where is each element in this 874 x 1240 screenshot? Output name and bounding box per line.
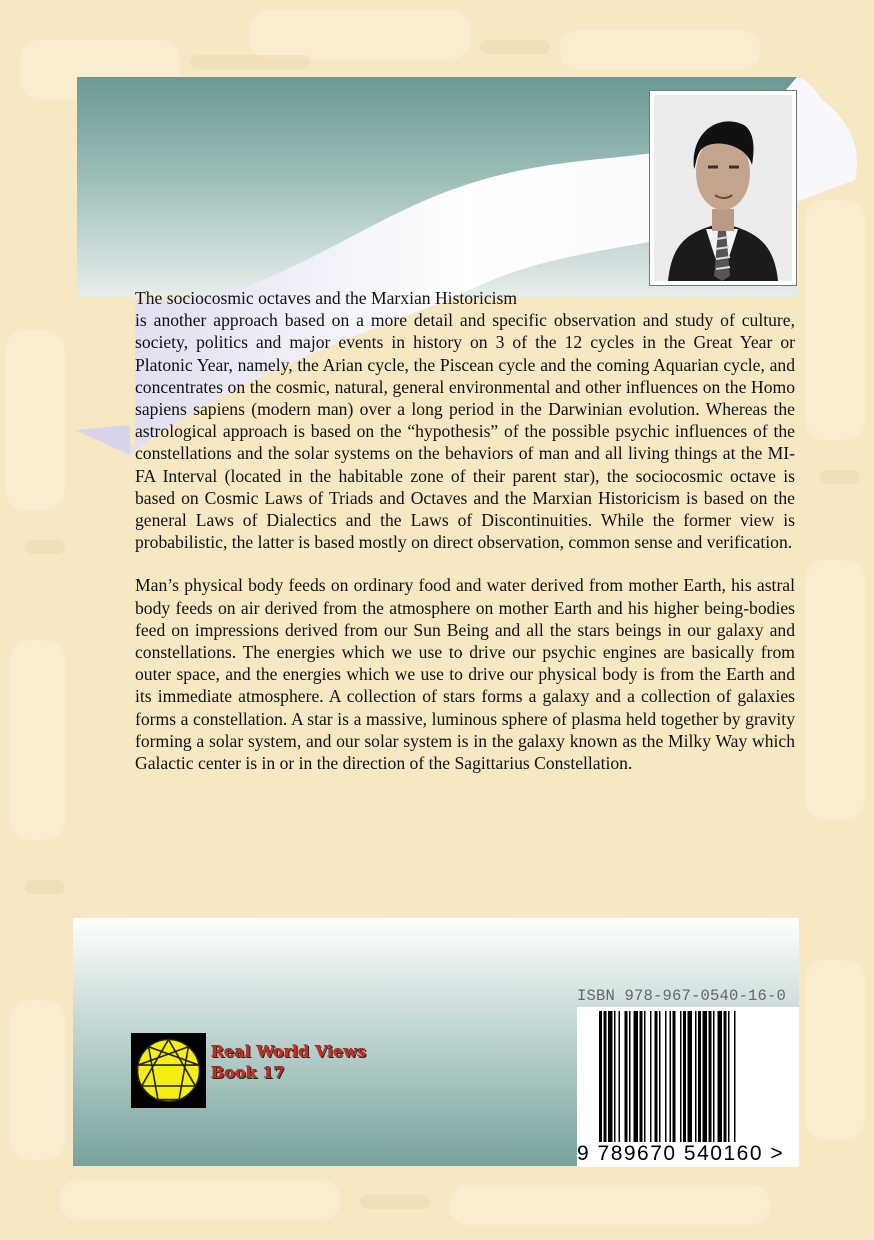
barcode-bar bbox=[644, 1011, 646, 1143]
barcode-bar bbox=[709, 1011, 712, 1143]
barcode-bar bbox=[673, 1011, 676, 1143]
barcode-bar bbox=[718, 1011, 723, 1143]
barcode-bar bbox=[629, 1011, 631, 1143]
barcode-bar bbox=[665, 1011, 667, 1143]
paragraph-2: Man’s physical body feeds on ordinary food and water derived from mother Earth, his astral body feeds on air derived from the atmosphere on mother Earth and his higher being-bodies feed on impressions derived from our Sun Being and all the stars beings in our galaxy and constellations. The energies which we use to drive our psychic engines are basically from outer space, and the energies which we use to drive our physical body is from the Earth and its immediate atmosphere. A collection of stars forms a galaxy and a collection of galaxies forms a constellation. A star is a massive, luminous sphere of plasma held together by gravity forming a solar system, and our solar system is in the galaxy known as the Milky Way which Galactic center is in or in the direction of the Sagittarius Constellation. bbox=[135, 575, 795, 774]
paragraph-1: is another approach based on a more detail and specific observation and study of culture, society, politics and major events in history on 3 of the 12 cycles in the Great Year or Platonic Year, namely, the Arian cycle, the Piscean cycle and the coming Aquarian cycle, and concentrates on the cosmic, natural, general environmental and other influences on the Homo sapiens sapiens (modern man) over a long period in the Darwinian evolution. Whereas the astrological approach is based on the “hypothesis” of the possible psychic influences of the constellations and the solar systems on the behaviors of man and all living things at the MI-FA Interval (located in the habitable zone of their parent star), the sociocosmic octave is based on Cosmic Laws of Triads and Octaves and the Marxian Historicism is based on the general Laws of Dialectics and the Laws of Discontinuities. While the former view is probabilistic, the latter is based mostly on direct observation, common sense and verification. bbox=[135, 310, 795, 553]
barcode-bar bbox=[713, 1011, 715, 1143]
barcode-bar bbox=[698, 1011, 701, 1143]
back-cover-text bbox=[135, 287, 795, 774]
barcode-bar bbox=[680, 1011, 682, 1143]
author-portrait bbox=[649, 90, 797, 286]
series-name: Real World Views bbox=[211, 1042, 367, 1061]
barcode-digits: 9 789670 540160 > bbox=[577, 1142, 799, 1166]
barcode-bar bbox=[650, 1011, 652, 1143]
barcode-bar bbox=[640, 1011, 643, 1143]
barcode-bar bbox=[683, 1011, 686, 1143]
barcode-bar bbox=[728, 1011, 730, 1143]
barcode-bar bbox=[614, 1011, 616, 1143]
barcode-bar bbox=[724, 1011, 727, 1143]
barcode-bar bbox=[695, 1011, 697, 1143]
barcode-bar bbox=[734, 1011, 736, 1161]
barcode-bar bbox=[619, 1011, 621, 1143]
barcode-bar bbox=[659, 1011, 661, 1143]
series-title bbox=[211, 1041, 366, 1083]
barcode-bar bbox=[634, 1011, 639, 1143]
barcode-bar bbox=[604, 1011, 607, 1161]
paragraph-heading-line: The sociocosmic octaves and the Marxian Historicism bbox=[135, 288, 518, 308]
barcode-bar bbox=[608, 1011, 613, 1143]
book-number: Book 17 bbox=[211, 1063, 285, 1082]
barcode-bar bbox=[670, 1011, 672, 1161]
barcode-bar bbox=[625, 1011, 628, 1143]
barcode-bar bbox=[688, 1011, 693, 1143]
barcode-bar bbox=[703, 1011, 708, 1143]
enneagram-icon bbox=[131, 1033, 206, 1108]
barcode-bar bbox=[599, 1011, 602, 1161]
barcode-bar bbox=[655, 1011, 658, 1143]
isbn-label: ISBN 978-967-0540-16-0 bbox=[577, 987, 787, 1005]
